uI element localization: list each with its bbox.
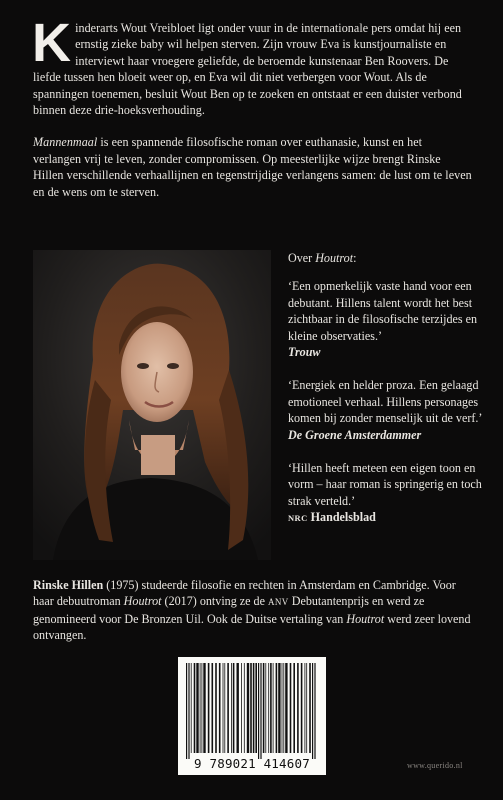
barcode-bar [244,663,245,753]
press-quotes [288,250,483,544]
press-quote-trouw [288,278,483,360]
drop-cap: K [32,13,72,73]
barcode-bar [250,663,252,753]
barcode-bar [203,663,205,753]
barcode-bar [270,663,272,753]
barcode-bar [202,663,203,753]
barcode-bar [290,663,292,753]
press-quote-nrc [288,460,483,527]
barcode-bar [194,663,196,753]
barcode-bar [191,663,192,753]
barcode-bar [293,663,295,753]
barcode-bar [258,663,259,759]
barcode-bar [306,663,307,753]
barcode-bar [278,663,280,753]
quotes-heading-title: Houtrot [315,251,354,265]
publisher-website: www.querido.nl [407,761,463,770]
author-name: Rinske Hillen [33,578,104,592]
quote-source [288,509,483,526]
bio-text-3: Debutantenprijs en werd ze genomineerd voor De Bronzen Uil. Ook de Duitse vertaling van [33,594,425,626]
barcode-bar [305,663,306,753]
quote-source: De Groene Amsterdammer [288,427,422,442]
barcode-bar [276,663,278,753]
barcode-bar [227,663,229,753]
bio-title-1: Houtrot [123,594,162,609]
barcode-bar [285,663,287,753]
press-quote-groene [288,377,483,443]
barcode-bar [212,663,214,753]
quotes-heading-suffix: : [353,251,357,265]
bio-title-2: Houtrot [346,611,385,626]
quote-source-smallcaps: NRC [288,513,308,524]
author-bio-text [33,577,478,644]
bio-anv: ANV [268,597,289,608]
barcode-bar [208,663,210,753]
barcode-bar [231,663,232,753]
barcode-bar [314,663,315,759]
barcode-bar [215,663,217,753]
barcode-bar [253,663,255,753]
barcode-bar [188,663,189,759]
author-portrait [33,250,271,560]
back-cover-blurb [32,13,473,200]
barcode-bar [268,663,269,753]
bio-text-4: werd zeer lovend ontvangen. [33,611,471,643]
barcode-bar [219,663,221,753]
barcode-bar [186,663,187,759]
author-bio [33,577,478,644]
barcode-bar [283,663,284,753]
barcode-bar [312,663,313,759]
barcode-bar [247,663,249,753]
bio-text-2: (2017) ontving ze de [161,594,268,609]
book-title: Mannenmaal [33,135,98,150]
barcode-bar [241,663,242,753]
quotes-heading [288,250,483,266]
barcode-bar [233,663,235,753]
barcode-bar [273,663,274,753]
isbn-barcode [178,657,326,775]
blurb-text-2: is een spannende filosofische roman over euthanasie, kunst en het verlangen vrij te leven, zonder compromissen. Op meesterlijke wijze brengt Rinske Hillen verschillende verhaallijnen en tegenstrijdige verlangens samen: de lust om te leven en de wens om te sterven. [33,135,472,199]
bio-text-1: (1975) studeerde filosofie en rechten in Amsterdam en Cambridge. Voor haar debuutroman [33,578,456,609]
barcode-bar [309,663,311,753]
barcode-bar [255,663,257,753]
quotes-heading-prefix: Over [288,251,316,265]
barcode-bar [260,663,261,759]
isbn-number: 9 789021 414607 [194,756,310,771]
barcode-bar [263,663,265,753]
barcode-bar [223,663,224,753]
blurb-paragraph-1 [32,13,473,118]
quote-text: ‘Energiek en helder proza. Een gelaagd emotioneel verhaal. Hillens personages komen bij zonder menselijk uit de verf.’ [288,378,483,426]
barcode-bar [196,663,198,753]
barcode-bar [237,663,239,753]
barcode-bar [224,663,225,753]
quote-text: ‘Hillen heeft meteen een eigen toon en vorm – haar roman is springerig en toch strak verteld.’ [288,461,482,508]
quote-text: ‘Een opmerkelijk vaste hand voor een debutant. Hillens talent wordt het best zichtbaar in de filosofische terzijdes en kleine observaties.’ [288,279,478,343]
quote-source-rest: Handelsblad [307,510,376,525]
barcode-bar [282,663,283,753]
quote-source: Trouw [288,345,321,360]
barcode-bar [265,663,266,753]
barcode-bar [200,663,201,753]
blurb-text-1: inderarts Wout Vreibloet ligt onder vuur in de internationale pers omdat hij een ernstig zieke baby wil helpen sterven. Zijn vrouw Eva is kunstjournaliste en interviewt haar vroegere geliefde, de beroemde kunstenaar Ben Roovers. De liefde tussen hen bloeit weer op, en Eva wil dit niet verbergen voor Wout. Als de spanningen toenemen, besluit Wout Ben op te zoeken en ontstaat er een duister verbond binnen deze drie-hoeksverhouding. [33,21,462,118]
barcode-bar [301,663,303,753]
author-photo-illustration [33,250,271,560]
blurb-paragraph-2 [33,134,473,200]
barcode-bar [297,663,299,753]
